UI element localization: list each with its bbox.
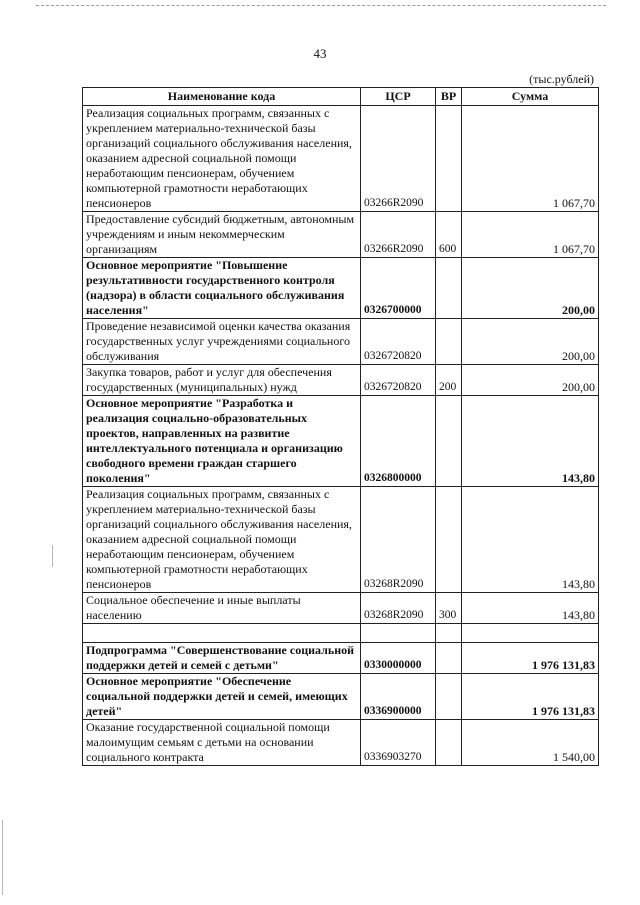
- header-name: Наименование кода: [83, 88, 361, 106]
- row-name: Подпрограмма "Совершенствование социальной поддержки детей и семей с детьми": [83, 643, 361, 674]
- table-row: [83, 593, 599, 624]
- table-row: [83, 487, 599, 593]
- table-row: [83, 319, 599, 365]
- header-sum: Сумма: [462, 88, 599, 106]
- row-csr: 0336900000: [361, 674, 436, 720]
- row-vr: [436, 396, 462, 487]
- table-row: [83, 106, 599, 212]
- row-csr: 03266R2090: [361, 212, 436, 258]
- row-vr: [436, 487, 462, 593]
- row-sum: 143,80: [462, 487, 599, 593]
- spacer-cell: [462, 624, 599, 643]
- row-vr: [436, 643, 462, 674]
- scan-mark: [2, 820, 3, 895]
- spacer-cell: [361, 624, 436, 643]
- row-sum: 1 067,70: [462, 212, 599, 258]
- row-sum: 143,80: [462, 593, 599, 624]
- table-row: [83, 212, 599, 258]
- scan-edge-line: [36, 5, 606, 6]
- row-csr: 0326800000: [361, 396, 436, 487]
- row-sum: 143,80: [462, 396, 599, 487]
- row-sum: 200,00: [462, 319, 599, 365]
- row-name: Социальное обеспечение и иные выплаты населению: [83, 593, 361, 624]
- budget-table: [82, 87, 599, 766]
- row-vr: 600: [436, 212, 462, 258]
- row-sum: 1 976 131,83: [462, 643, 599, 674]
- row-csr: 03266R2090: [361, 106, 436, 212]
- table-spacer-row: [83, 624, 599, 643]
- row-csr: 0330000000: [361, 643, 436, 674]
- row-vr: 200: [436, 365, 462, 396]
- row-name: Оказание государственной социальной помощи малоимущим семьям с детьми на основании социального контракта: [83, 720, 361, 766]
- row-name: Реализация социальных программ, связанных с укреплением материально-технической базы организаций социального обслуживания населения, оказанием адресной социальной помощи неработающим пенсионерам, обучением компьютерной грамотности неработающих пенсионеров: [83, 106, 361, 212]
- row-vr: [436, 674, 462, 720]
- row-name: Основное мероприятие "Повышение результативности государственного контроля (надзора) в области социального обслуживания населения": [83, 258, 361, 319]
- row-csr: 0326720820: [361, 319, 436, 365]
- row-csr: 0326720820: [361, 365, 436, 396]
- row-sum: 1 540,00: [462, 720, 599, 766]
- header-vr: ВР: [436, 88, 462, 106]
- row-name: Реализация социальных программ, связанных с укреплением материально-технической базы организаций социального обслуживания населения, оказанием адресной социальной помощи неработающим пенсионерам, обучением компьютерной грамотности неработающих пенсионеров: [83, 487, 361, 593]
- table-row: [83, 365, 599, 396]
- row-vr: 300: [436, 593, 462, 624]
- row-name: Закупка товаров, работ и услуг для обеспечения государственных (муниципальных) нужд: [83, 365, 361, 396]
- spacer-cell: [83, 624, 361, 643]
- table-row: [83, 396, 599, 487]
- units-label: (тыс.рублей): [529, 72, 594, 86]
- row-vr: [436, 258, 462, 319]
- row-name: Предоставление субсидий бюджетным, автономным учреждениям и иным некоммерческим организациям: [83, 212, 361, 258]
- row-vr: [436, 720, 462, 766]
- row-sum: 1 976 131,83: [462, 674, 599, 720]
- row-csr: 03268R2090: [361, 593, 436, 624]
- row-csr: 03268R2090: [361, 487, 436, 593]
- header-csr: ЦСР: [361, 88, 436, 106]
- row-vr: [436, 106, 462, 212]
- row-sum: 1 067,70: [462, 106, 599, 212]
- table-header-row: [83, 88, 599, 106]
- row-csr: 0326700000: [361, 258, 436, 319]
- row-name: Основное мероприятие "Обеспечение социальной поддержки детей и семей, имеющих детей": [83, 674, 361, 720]
- spacer-cell: [436, 624, 462, 643]
- row-sum: 200,00: [462, 365, 599, 396]
- table-row: [83, 674, 599, 720]
- page-number: 43: [313, 46, 327, 61]
- scan-mark: [52, 545, 53, 567]
- row-name: Проведение независимой оценки качества оказания государственных услуг учреждениями социального обслуживания: [83, 319, 361, 365]
- table-row: [83, 258, 599, 319]
- table-row: [83, 720, 599, 766]
- table-row: [83, 643, 599, 674]
- row-csr: 0336903270: [361, 720, 436, 766]
- row-name: Основное мероприятие "Разработка и реализация социально-образовательных проектов, направленных на развитие интеллектуального потенциала и организацию свободного времени граждан старшего поколения": [83, 396, 361, 487]
- row-vr: [436, 319, 462, 365]
- row-sum: 200,00: [462, 258, 599, 319]
